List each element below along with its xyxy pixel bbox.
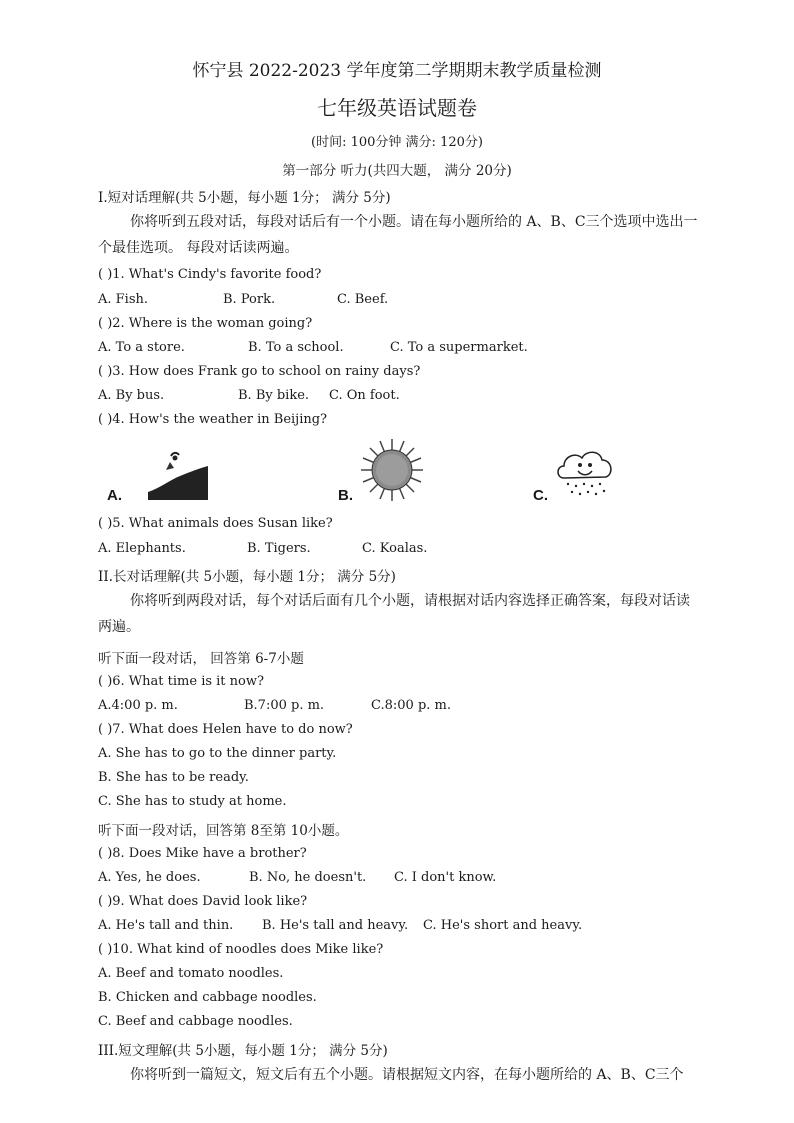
q6-option-b: B.7:00 p. m. (244, 698, 325, 713)
q9-option-a: A. He's tall and thin. (98, 918, 234, 933)
q6-stem: ( )6. What time is it now? (98, 674, 264, 689)
q9-option-b: B. He's tall and heavy. (262, 918, 409, 933)
q1-option-c: C. Beef. (337, 292, 389, 307)
q9-stem: ( )9. What does David look like? (98, 894, 308, 909)
q10-option-c: C. Beef and cabbage noodles. (98, 1014, 293, 1029)
q10-option-a: A. Beef and tomato noodles. (98, 966, 284, 981)
q4-option-b: B. (338, 487, 353, 504)
section2-intro1: 听下面一段对话， 回答第 6-7小题 (98, 651, 304, 667)
q7-option-a: A. She has to go to the dinner party. (98, 746, 337, 761)
windy-hill-icon (146, 444, 210, 502)
q7-option-b: B. She has to be ready. (98, 770, 249, 785)
q1-option-a: A. Fish. (98, 292, 149, 307)
q2-option-a: A. To a store. (98, 340, 185, 355)
q4-option-a: A. (107, 487, 122, 504)
q2-stem: ( )2. Where is the woman going? (98, 316, 313, 331)
rain-cloud-icon (554, 446, 618, 502)
q1-option-b: B. Pork. (223, 292, 276, 307)
q9-option-c: C. He's short and heavy. (423, 918, 583, 933)
q8-stem: ( )8. Does Mike have a brother? (98, 846, 307, 861)
part-heading: 第一部分 听力(共四大题， 满分 20分) (282, 163, 512, 179)
section1-instruction: 你将听到五段对话，每段对话后有一个小题。请在每小题所给的 A、B、C三个选项中选出一个最佳选项。 每段对话读两遍。 (98, 214, 698, 256)
q3-option-a: A. By bus. (98, 388, 165, 403)
q3-option-c: C. On foot. (329, 388, 400, 403)
section2-instruction: 你将听到两段对话，每个对话后面有几个小题，请根据对话内容选择正确答案，每段对话读两遍。 (98, 593, 690, 635)
q8-option-c: C. I don't know. (394, 870, 497, 885)
q5-option-b: B. Tigers. (247, 541, 311, 556)
section2-heading: II.长对话理解(共 5小题，每小题 1分； 满分 5分) (98, 569, 396, 585)
q2-option-c: C. To a supermarket. (390, 340, 528, 355)
q5-stem: ( )5. What animals does Susan like? (98, 516, 333, 531)
q7-option-c: C. She has to study at home. (98, 794, 287, 809)
q5-option-a: A. Elephants. (98, 541, 186, 556)
section3-heading: III.短文理解(共 5小题，每小题 1分； 满分 5分) (98, 1043, 388, 1059)
section3-instruction: 你将听到一篇短文，短文后有五个小题。请根据短文内容，在每小题所给的 A、B、C三个 (130, 1067, 684, 1083)
q10-stem: ( )10. What kind of noodles does Mike like? (98, 942, 384, 957)
q8-option-a: A. Yes, he does. (98, 870, 201, 885)
sun-icon (360, 438, 424, 502)
q3-stem: ( )3. How does Frank go to school on rainy days? (98, 364, 421, 379)
exam-title: 怀宁县 2022-2023 学年度第二学期期末教学质量检测 (192, 61, 602, 81)
exam-subtitle: 七年级英语试题卷 (317, 96, 477, 120)
q1-stem: ( )1. What's Cindy's favorite food? (98, 267, 322, 282)
q3-option-b: B. By bike. (238, 388, 310, 403)
q5-option-c: C. Koalas. (362, 541, 428, 556)
section1-heading: I.短对话理解(共 5小题，每小题 1分； 满分 5分) (98, 190, 391, 206)
q4-stem: ( )4. How's the weather in Beijing? (98, 412, 328, 427)
section2-intro2: 听下面一段对话，回答第 8至第 10小题。 (98, 823, 349, 839)
q8-option-b: B. No, he doesn't. (249, 870, 367, 885)
q7-stem: ( )7. What does Helen have to do now? (98, 722, 353, 737)
q6-option-c: C.8:00 p. m. (371, 698, 451, 713)
q6-option-a: A.4:00 p. m. (98, 698, 178, 713)
time-info: (时间: 100分钟 满分: 120分) (311, 135, 483, 150)
q2-option-b: B. To a school. (248, 340, 344, 355)
q10-option-b: B. Chicken and cabbage noodles. (98, 990, 317, 1005)
q4-option-c: C. (533, 487, 548, 504)
